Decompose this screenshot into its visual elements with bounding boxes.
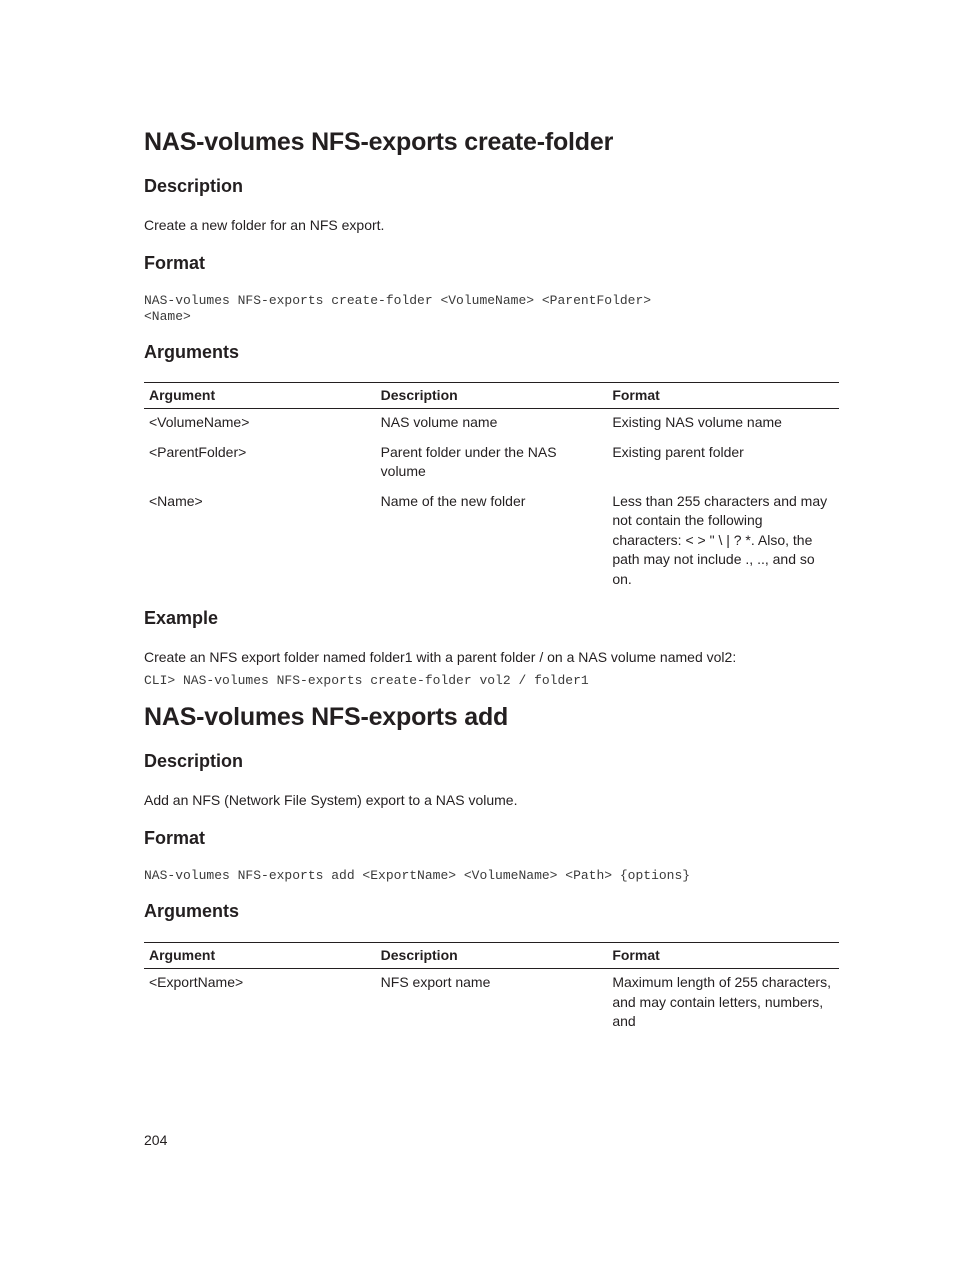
format-code: NAS-volumes NFS-exports create-folder <VolumeName> <ParentFolder> <Name> (144, 293, 652, 324)
table-cell: <VolumeName> (149, 414, 250, 430)
table-cell: Existing NAS volume name (612, 414, 782, 430)
table-header-description: Description (376, 943, 608, 969)
table-row (144, 409, 839, 439)
format-code: NAS-volumes NFS-exports add <ExportName> <VolumeName> <Path> {options} (144, 868, 691, 883)
table-cell: Maximum length of 255 characters, and may contain letters, numbers, and (612, 974, 831, 1029)
table-header-argument: Argument (144, 383, 376, 409)
page-number: 204 (144, 1132, 168, 1148)
table-cell: <ExportName> (149, 974, 244, 990)
description-text: Create a new folder for an NFS export. (144, 217, 385, 233)
format-heading: Format (144, 253, 206, 273)
table-header-format: Format (607, 943, 839, 969)
table-cell: <ParentFolder> (149, 443, 247, 460)
arguments-heading: Arguments (144, 901, 240, 921)
arguments-table (144, 382, 839, 595)
table-cell: NAS volume name (380, 414, 498, 430)
arguments-table (144, 942, 839, 1038)
table-cell: Existing parent folder (612, 443, 744, 460)
description-text: Add an NFS (Network File System) export to a NAS volume. (144, 792, 518, 808)
format-heading: Format (144, 828, 206, 848)
description-heading: Description (144, 751, 244, 771)
table-cell: Less than 255 characters and may not contain the following characters: < > " \ | ? *. Also, the path may not include ., .., and so on. (612, 492, 828, 587)
section-title: NAS-volumes NFS-exports create-folder (144, 128, 614, 156)
table-header-format: Format (607, 383, 839, 409)
example-code: CLI> NAS-volumes NFS-exports create-folder vol2 / folder1 (144, 673, 589, 688)
table-header-row (144, 383, 839, 409)
table-row (144, 969, 839, 1038)
table-cell: <Name> (149, 492, 203, 509)
table-cell: Parent folder under the NAS volume (380, 443, 557, 479)
arguments-heading: Arguments (144, 342, 240, 362)
table-cell: Name of the new folder (380, 492, 526, 509)
table-row (144, 488, 839, 596)
example-text: Create an NFS export folder named folder1 with a parent folder / on a NAS volume named vol2: (144, 649, 737, 665)
table-header-argument: Argument (144, 943, 376, 969)
description-heading: Description (144, 176, 244, 196)
section-title: NAS-volumes NFS-exports add (144, 703, 509, 731)
table-cell: NFS export name (380, 974, 491, 990)
table-header-description: Description (376, 383, 608, 409)
table-row (144, 439, 839, 488)
table-header-row (144, 943, 839, 969)
example-heading: Example (144, 608, 219, 628)
